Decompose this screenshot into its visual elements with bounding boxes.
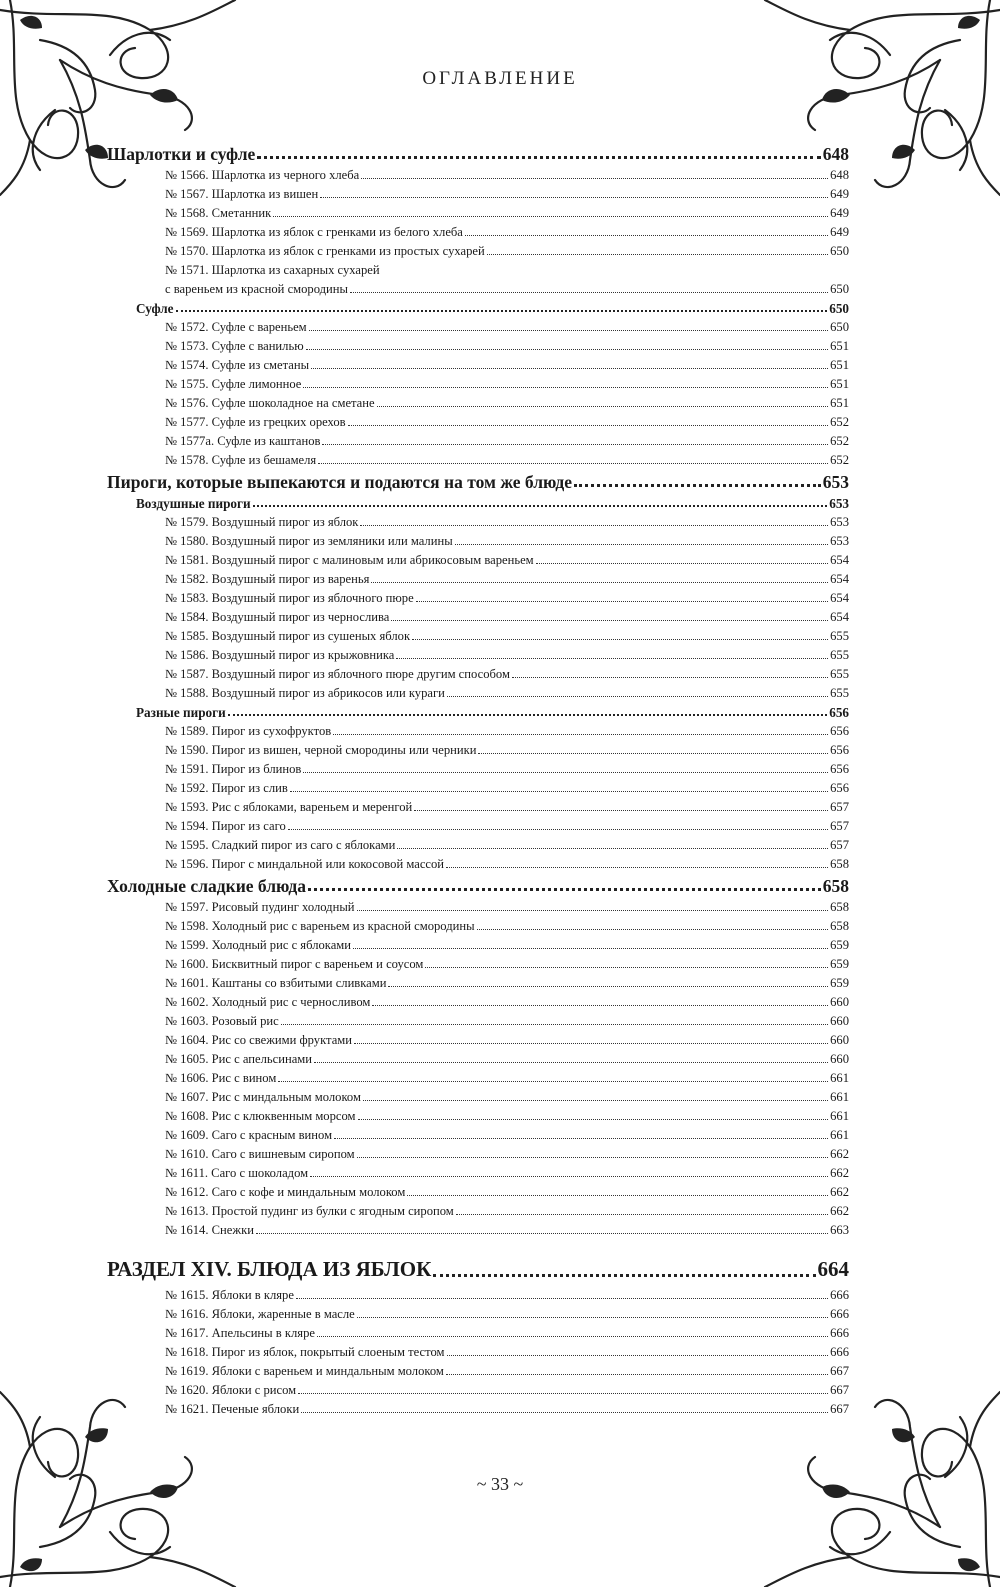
dot-leader [303, 387, 828, 388]
dot-leader [477, 929, 829, 930]
toc-recipe-entry[interactable] [107, 1050, 849, 1069]
toc-entry-page: 662 [830, 1185, 849, 1199]
toc-entry-page: 654 [830, 610, 849, 624]
toc-entry-page: 662 [830, 1204, 849, 1218]
toc-part-entry[interactable] [107, 1254, 849, 1284]
dot-leader [396, 658, 828, 659]
toc-entry-title: № 1584. Воздушный пирог из чернослива [165, 610, 390, 624]
toc-recipe-entry[interactable] [107, 261, 849, 280]
toc-recipe-entry[interactable] [107, 917, 849, 936]
toc-entry-page: 655 [830, 686, 849, 700]
toc-recipe-entry[interactable] [107, 1088, 849, 1107]
toc-entry-title: Шарлотки и суфле [107, 144, 256, 164]
toc-entry-title: № 1578. Суфле из бешамеля [165, 453, 317, 467]
toc-entry-page: 654 [830, 591, 849, 605]
toc-entry-title: № 1589. Пирог из сухофруктов [165, 724, 332, 738]
toc-entry-page: 662 [830, 1166, 849, 1180]
toc-recipe-entry[interactable] [107, 1221, 849, 1240]
toc-entry-page: 659 [830, 938, 849, 952]
toc-entry-title: № 1591. Пирог из блинов [165, 762, 302, 776]
dot-leader [256, 1233, 828, 1234]
dot-leader [353, 948, 828, 949]
toc-entry-title: № 1577а. Суфле из каштанов [165, 434, 321, 448]
toc-entry-page: 656 [830, 762, 849, 776]
dot-leader [306, 349, 828, 350]
toc-recipe-entry[interactable] [107, 1183, 849, 1202]
toc-entry-title: № 1571. Шарлотка из сахарных сухарей [165, 263, 380, 277]
toc-entry-page: 653 [830, 534, 849, 548]
toc-entry-title: № 1577. Суфле из грецких орехов [165, 415, 346, 429]
toc-entry-title: № 1610. Саго с вишневым сиропом [165, 1147, 355, 1161]
dot-leader [253, 505, 828, 507]
toc-entry-title: № 1601. Каштаны со взбитыми сливками [165, 976, 387, 990]
toc-recipe-entry[interactable] [107, 451, 849, 470]
toc-recipe-entry[interactable] [107, 798, 849, 817]
dot-leader [317, 1336, 828, 1337]
toc-entry-page: 651 [830, 339, 849, 353]
toc-entry-page: 656 [830, 743, 849, 757]
dot-leader [363, 1100, 828, 1101]
dot-leader [357, 910, 829, 911]
toc-subsection-entry[interactable] [107, 299, 849, 318]
toc-recipe-entry[interactable] [107, 1031, 849, 1050]
dot-leader [310, 1176, 828, 1177]
toc-recipe-entry[interactable] [107, 993, 849, 1012]
dot-leader [414, 810, 828, 811]
toc-recipe-entry[interactable] [107, 684, 849, 703]
toc-recipe-entry[interactable] [107, 1107, 849, 1126]
toc-recipe-entry[interactable] [107, 223, 849, 242]
toc-entry-title: № 1580. Воздушный пирог из земляники или малины [165, 534, 453, 548]
toc-recipe-entry[interactable] [107, 1126, 849, 1145]
toc-entry-title: № 1597. Рисовый пудинг холодный [165, 900, 355, 914]
dot-leader [465, 235, 828, 236]
toc-recipe-entry[interactable] [107, 394, 849, 413]
toc-recipe-entry[interactable] [107, 166, 849, 185]
dot-leader [334, 1138, 828, 1139]
toc-entry-title: № 1568. Сметанник [165, 206, 272, 220]
dot-leader [487, 254, 828, 255]
toc-recipe-entry[interactable] [107, 974, 849, 993]
toc-entry-title: № 1620. Яблоки с рисом [165, 1383, 297, 1397]
toc-recipe-entry[interactable] [107, 532, 849, 551]
dot-leader [290, 791, 828, 792]
dot-leader [447, 1355, 829, 1356]
toc-entry-title: № 1586. Воздушный пирог из крыжовника [165, 648, 395, 662]
dot-leader [308, 888, 821, 891]
toc-entry-title: № 1621. Печеные яблоки [165, 1402, 300, 1416]
toc-entry-page: 662 [830, 1147, 849, 1161]
toc-entry-title: № 1595. Сладкий пирог из саго с яблоками [165, 838, 396, 852]
toc-entry-page: 666 [830, 1326, 849, 1340]
toc-entry-title: № 1614. Снежки [165, 1223, 254, 1237]
dot-leader [407, 1195, 828, 1196]
dot-leader [388, 986, 828, 987]
toc-entry-title: № 1611. Саго с шоколадом [165, 1166, 309, 1180]
toc-entry-page: 661 [830, 1109, 849, 1123]
toc-entry-title: № 1609. Саго с красным вином [165, 1128, 333, 1142]
dot-leader [357, 1317, 828, 1318]
toc-entry-title: Холодные сладкие блюда [107, 876, 307, 896]
toc-entry-page: 657 [830, 838, 849, 852]
toc-entry-page: 653 [830, 515, 849, 529]
toc-entry-page: 660 [830, 1052, 849, 1066]
toc-entry-page: 661 [830, 1128, 849, 1142]
dot-leader [447, 696, 828, 697]
toc-recipe-entry[interactable] [107, 1305, 849, 1324]
toc-entry-page: 660 [830, 1014, 849, 1028]
toc-entry-page: 650 [830, 320, 849, 334]
toc-entry-page: 657 [830, 800, 849, 814]
toc-entry-page: 650 [829, 301, 849, 316]
toc-entry-title: № 1604. Рис со свежими фруктами [165, 1033, 353, 1047]
toc-section-entry[interactable] [107, 874, 849, 898]
toc-recipe-entry[interactable] [107, 817, 849, 836]
dot-leader [412, 639, 828, 640]
dot-leader [433, 1274, 815, 1277]
toc-entry-page: 655 [830, 648, 849, 662]
toc-recipe-entry[interactable] [107, 413, 849, 432]
toc-recipe-entry[interactable] [107, 646, 849, 665]
dot-leader [357, 1157, 829, 1158]
toc-entry-page: 654 [830, 572, 849, 586]
toc-entry-page: 667 [830, 1364, 849, 1378]
toc-entry-page: 652 [830, 415, 849, 429]
toc-recipe-entry[interactable] [107, 836, 849, 855]
toc-entry-title: № 1582. Воздушный пирог из варенья [165, 572, 370, 586]
toc-recipe-entry[interactable] [107, 1164, 849, 1183]
toc-entry-page: 651 [830, 396, 849, 410]
dot-leader [281, 1024, 828, 1025]
dot-leader [354, 1043, 828, 1044]
toc-entry-page: 658 [822, 876, 849, 896]
toc-entry-page: 666 [830, 1307, 849, 1321]
dot-leader [478, 753, 828, 754]
toc-recipe-entry[interactable] [107, 779, 849, 798]
toc-recipe-entry[interactable] [107, 375, 849, 394]
toc-recipe-entry[interactable] [107, 1145, 849, 1164]
dot-leader [372, 1005, 828, 1006]
toc-recipe-entry[interactable] [107, 955, 849, 974]
toc-entry-title: Суфле [136, 301, 174, 316]
toc-recipe-entry[interactable] [107, 242, 849, 261]
toc-subsection-entry[interactable] [107, 494, 849, 513]
dot-leader [574, 484, 821, 487]
dot-leader [320, 197, 828, 198]
toc-entry-page: 661 [830, 1071, 849, 1085]
toc-entry-title: № 1598. Холодный рис с вареньем из красной смородины [165, 919, 475, 933]
toc-entry-page: 666 [830, 1288, 849, 1302]
dot-leader [288, 829, 828, 830]
toc-entry-page: 650 [830, 282, 849, 296]
toc-entry-page: 664 [817, 1257, 849, 1281]
dot-leader [536, 563, 828, 564]
toc-recipe-entry[interactable] [107, 722, 849, 741]
toc-entry-page: 649 [830, 225, 849, 239]
toc-recipe-entry[interactable] [107, 1400, 849, 1419]
toc-entry-title: № 1600. Бисквитный пирог с вареньем и соусом [165, 957, 424, 971]
toc-entry-title: № 1617. Апельсины в кляре [165, 1326, 315, 1340]
toc-entry-title: № 1592. Пирог из слив [165, 781, 288, 795]
toc-entry-page: 653 [822, 472, 849, 492]
toc-entry-title: № 1612. Саго с кофе и миндальным молоком [165, 1185, 406, 1199]
dot-leader [350, 292, 828, 293]
dot-leader [176, 310, 828, 312]
dot-leader [361, 178, 828, 179]
toc-entry-page: 667 [830, 1402, 849, 1416]
dot-leader [333, 734, 828, 735]
dot-leader [512, 677, 828, 678]
toc-entry-page: 652 [830, 434, 849, 448]
toc-entry-page: 667 [830, 1383, 849, 1397]
dot-leader [301, 1412, 828, 1413]
toc-entry-page: 648 [830, 168, 849, 182]
toc-recipe-entry[interactable] [107, 855, 849, 874]
dot-leader [456, 1214, 828, 1215]
toc-entry-title: № 1615. Яблоки в кляре [165, 1288, 294, 1302]
dot-leader [273, 216, 828, 217]
dot-leader [296, 1298, 828, 1299]
toc-recipe-entry[interactable] [107, 513, 849, 532]
toc-recipe-entry[interactable] [107, 589, 849, 608]
toc-entry-title: Разные пироги [136, 705, 226, 720]
page-header: ОГЛАВЛЕНИЕ [422, 68, 578, 89]
toc-entry-title: № 1593. Рис с яблоками, вареньем и меренгой [165, 800, 413, 814]
toc-entry-page: 651 [830, 377, 849, 391]
dot-leader [446, 1374, 828, 1375]
toc-entry-page: 655 [830, 629, 849, 643]
toc-entry-page: 658 [830, 857, 849, 871]
dot-leader [455, 544, 828, 545]
toc-entry-page: 656 [830, 724, 849, 738]
toc-entry-title: № 1599. Холодный рис с яблоками [165, 938, 352, 952]
toc-entry-title: № 1569. Шарлотка из яблок с гренками из белого хлеба [165, 225, 463, 239]
toc-recipe-entry[interactable] [107, 318, 849, 337]
toc-entry-page: 657 [830, 819, 849, 833]
dot-leader [318, 463, 828, 464]
toc-entry-page: 649 [830, 187, 849, 201]
toc-entry-title: № 1588. Воздушный пирог из абрикосов или кураги [165, 686, 445, 700]
toc-entry-title: № 1581. Воздушный пирог с малиновым или абрикосовым вареньем [165, 553, 534, 567]
toc-entry-title: № 1619. Яблоки с вареньем и миндальным молоком [165, 1364, 444, 1378]
toc-recipe-entry[interactable] [107, 337, 849, 356]
toc-entry-title: № 1590. Пирог из вишен, черной смородины или черники [165, 743, 477, 757]
toc-entry-title: № 1583. Воздушный пирог из яблочного пюре [165, 591, 414, 605]
dot-leader [397, 848, 828, 849]
toc-recipe-entry[interactable] [107, 280, 849, 299]
table-of-contents [107, 142, 849, 1419]
toc-recipe-entry[interactable] [107, 1343, 849, 1362]
toc-subsection-entry[interactable] [107, 703, 849, 722]
toc-entry-page: 659 [830, 976, 849, 990]
toc-entry-page: 648 [822, 144, 849, 164]
toc-entry-title: с вареньем из красной смородины [165, 282, 349, 296]
toc-entry-page: 649 [830, 206, 849, 220]
dot-leader [309, 330, 828, 331]
toc-entry-title: № 1570. Шарлотка из яблок с гренками из простых сухарей [165, 244, 485, 258]
dot-leader [311, 368, 828, 369]
toc-entry-title: № 1575. Суфле лимонное [165, 377, 302, 391]
toc-entry-page: 660 [830, 995, 849, 1009]
toc-entry-page: 653 [829, 496, 849, 511]
toc-entry-title: № 1608. Рис с клюквенным морсом [165, 1109, 356, 1123]
toc-recipe-entry[interactable] [107, 627, 849, 646]
toc-entry-page: 651 [830, 358, 849, 372]
dot-leader [371, 582, 828, 583]
dot-leader [391, 620, 828, 621]
toc-entry-title: № 1606. Рис с вином [165, 1071, 277, 1085]
dot-leader [322, 444, 828, 445]
toc-entry-page: 655 [830, 667, 849, 681]
toc-recipe-entry[interactable] [107, 665, 849, 684]
toc-entry-title: № 1618. Пирог из яблок, покрытый слоеным тестом [165, 1345, 445, 1359]
dot-leader [348, 425, 828, 426]
toc-entry-title: № 1567. Шарлотка из вишен [165, 187, 319, 201]
toc-recipe-entry[interactable] [107, 1202, 849, 1221]
toc-entry-title: № 1607. Рис с миндальным молоком [165, 1090, 361, 1104]
toc-entry-page: 652 [830, 453, 849, 467]
toc-recipe-entry[interactable] [107, 1362, 849, 1381]
toc-entry-title: № 1585. Воздушный пирог из сушеных яблок [165, 629, 411, 643]
toc-entry-title: № 1573. Суфле с ванилью [165, 339, 304, 353]
toc-entry-page: 658 [830, 900, 849, 914]
toc-entry-page: 650 [830, 244, 849, 258]
toc-entry-page: 658 [830, 919, 849, 933]
toc-recipe-entry[interactable] [107, 608, 849, 627]
dot-leader [298, 1393, 828, 1394]
dot-leader [303, 772, 828, 773]
toc-entry-title: № 1616. Яблоки, жаренные в масле [165, 1307, 355, 1321]
toc-recipe-entry[interactable] [107, 204, 849, 223]
dot-leader [377, 406, 829, 407]
toc-recipe-entry[interactable] [107, 356, 849, 375]
dot-leader [257, 156, 820, 159]
toc-recipe-entry[interactable] [107, 185, 849, 204]
toc-entry-title: № 1566. Шарлотка из черного хлеба [165, 168, 360, 182]
toc-recipe-entry[interactable] [107, 1069, 849, 1088]
dot-leader [314, 1062, 828, 1063]
toc-recipe-entry[interactable] [107, 551, 849, 570]
toc-recipe-entry[interactable] [107, 432, 849, 451]
dot-leader [278, 1081, 828, 1082]
toc-recipe-entry[interactable] [107, 1286, 849, 1305]
page-number: ~ 33 ~ [476, 1474, 524, 1494]
toc-entry-title: № 1603. Розовый рис [165, 1014, 279, 1028]
toc-section-entry[interactable] [107, 470, 849, 494]
toc-entry-title: № 1596. Пирог с миндальной или кокосовой массой [165, 857, 445, 871]
toc-entry-page: 663 [830, 1223, 849, 1237]
toc-entry-title: № 1594. Пирог из саго [165, 819, 286, 833]
toc-entry-page: 660 [830, 1033, 849, 1047]
toc-entry-title: № 1613. Простой пудинг из булки с ягодным сиропом [165, 1204, 454, 1218]
toc-recipe-entry[interactable] [107, 898, 849, 917]
toc-recipe-entry[interactable] [107, 760, 849, 779]
toc-entry-title: № 1574. Суфле из сметаны [165, 358, 310, 372]
toc-entry-title: № 1605. Рис с апельсинами [165, 1052, 313, 1066]
toc-entry-title: № 1602. Холодный рис с черносливом [165, 995, 371, 1009]
toc-entry-page: 656 [829, 705, 849, 720]
toc-entry-title: № 1587. Воздушный пирог из яблочного пюре другим способом [165, 667, 510, 681]
toc-recipe-entry[interactable] [107, 936, 849, 955]
toc-recipe-entry[interactable] [107, 570, 849, 589]
dot-leader [446, 867, 828, 868]
toc-recipe-entry[interactable] [107, 1381, 849, 1400]
toc-entry-title: РАЗДЕЛ XIV. БЛЮДА ИЗ ЯБЛОК [107, 1257, 432, 1281]
toc-entry-page: 666 [830, 1345, 849, 1359]
toc-entry-title: Воздушные пироги [136, 496, 251, 511]
toc-entry-title: № 1572. Суфле с вареньем [165, 320, 307, 334]
toc-section-entry[interactable] [107, 142, 849, 166]
toc-entry-page: 661 [830, 1090, 849, 1104]
toc-recipe-entry[interactable] [107, 741, 849, 760]
dot-leader [358, 1119, 829, 1120]
toc-entry-page: 656 [830, 781, 849, 795]
toc-recipe-entry[interactable] [107, 1012, 849, 1031]
toc-entry-title: № 1576. Суфле шоколадное на сметане [165, 396, 375, 410]
toc-recipe-entry[interactable] [107, 1324, 849, 1343]
toc-entry-title: № 1579. Воздушный пирог из яблок [165, 515, 359, 529]
dot-leader [228, 714, 828, 716]
dot-leader [425, 967, 828, 968]
dot-leader [360, 525, 828, 526]
toc-entry-title: Пироги, которые выпекаются и подаются на том же блюде [107, 472, 573, 492]
toc-entry-page: 654 [830, 553, 849, 567]
toc-entry-page: 659 [830, 957, 849, 971]
dot-leader [416, 601, 828, 602]
